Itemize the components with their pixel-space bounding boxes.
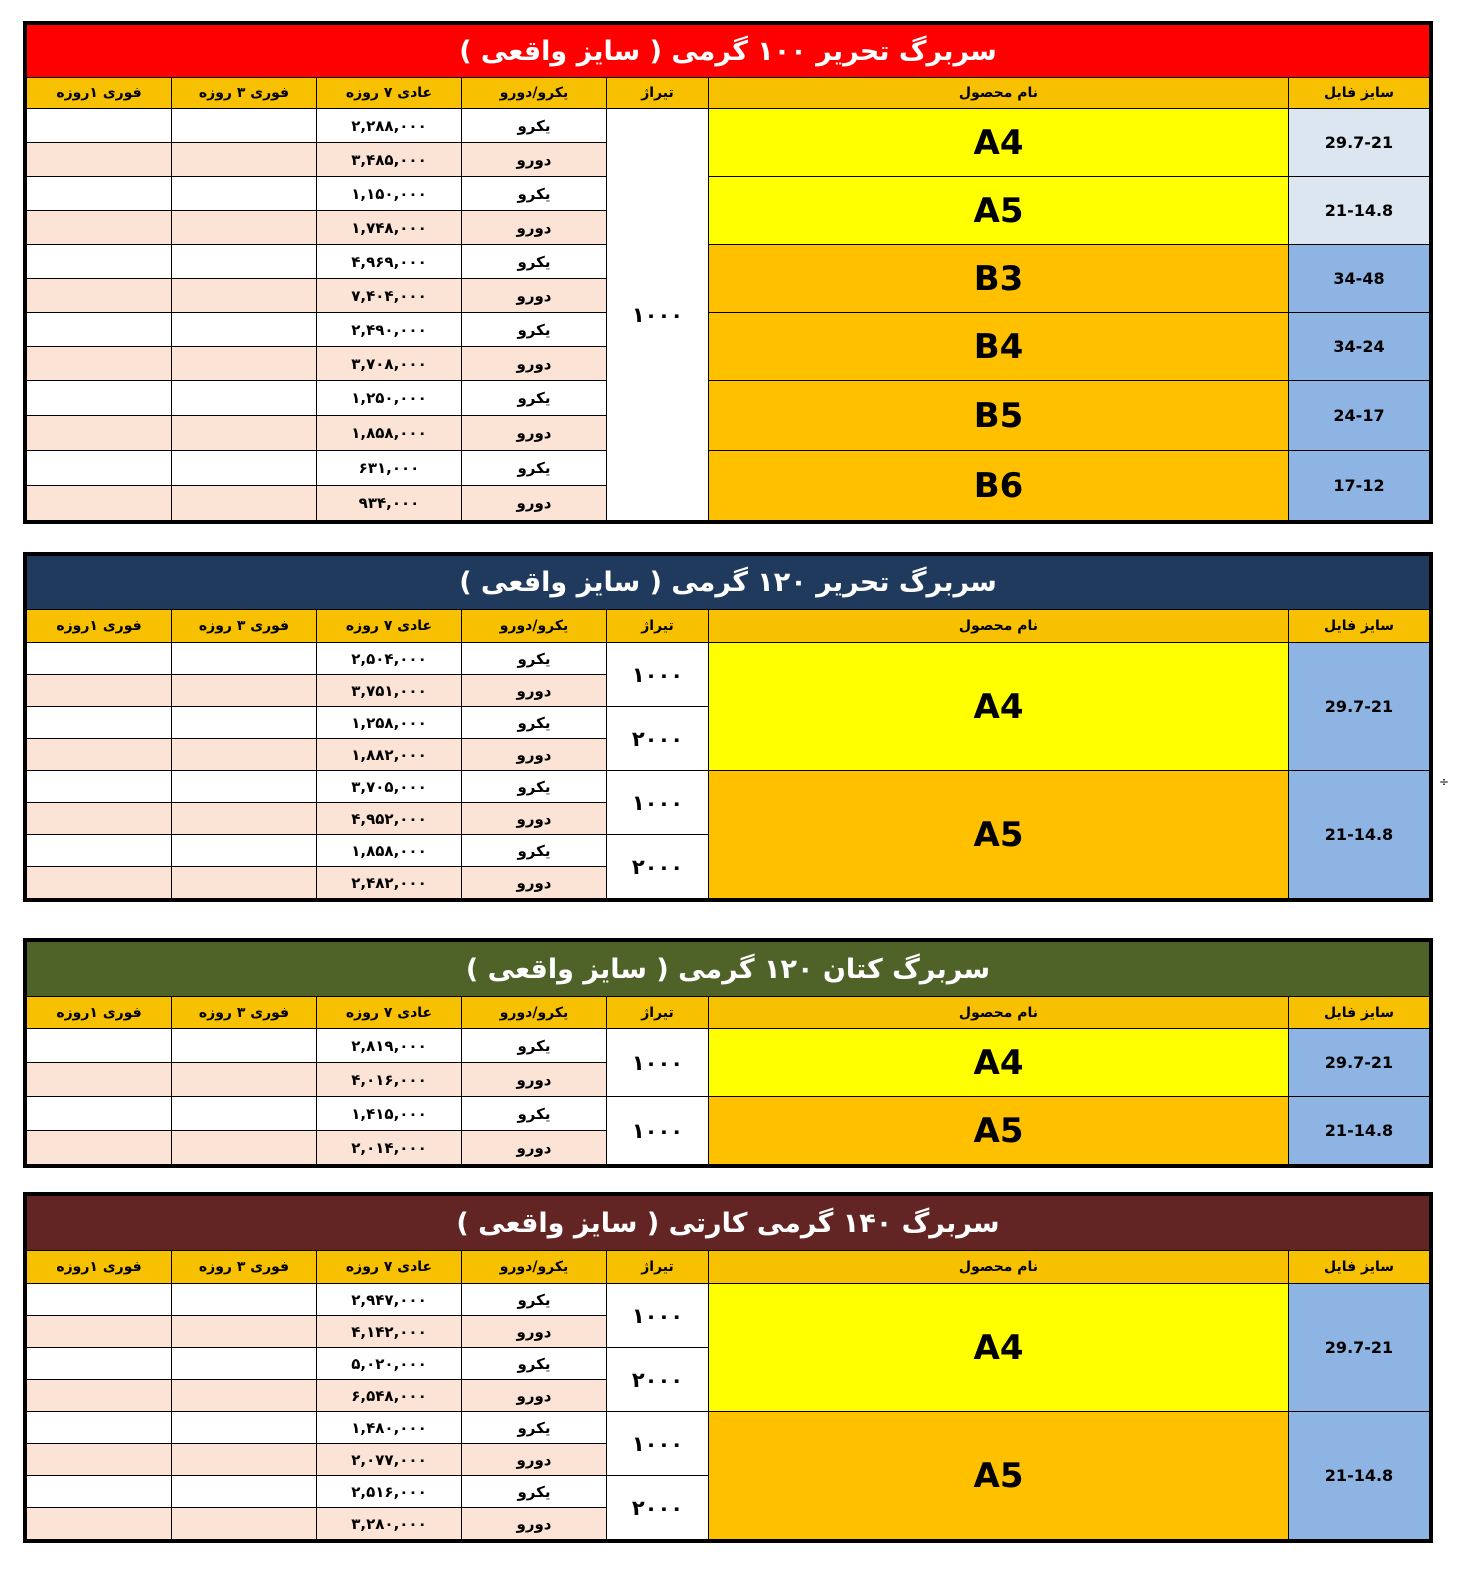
side-label: یکرو xyxy=(462,313,607,347)
price-cell xyxy=(172,1316,317,1348)
price-value: ۲,۲۸۸,۰۰۰ xyxy=(317,109,462,143)
price-cell xyxy=(172,771,317,803)
file-size: 21-14.8 xyxy=(1289,1097,1430,1165)
price-cell xyxy=(27,1380,172,1412)
price-table-karti-140 xyxy=(23,1192,1433,1543)
price-cell xyxy=(172,1348,317,1380)
side-label: دورو xyxy=(462,486,607,521)
price-cell xyxy=(172,211,317,245)
side-label: دورو xyxy=(462,347,607,381)
side-label: دورو xyxy=(462,279,607,313)
product-name: A5 xyxy=(709,1412,1289,1540)
price-value: ۲,۴۹۰,۰۰۰ xyxy=(317,313,462,347)
price-value: ۱,۱۵۰,۰۰۰ xyxy=(317,177,462,211)
price-value: ۱,۴۸۰,۰۰۰ xyxy=(317,1412,462,1444)
price-cell xyxy=(172,803,317,835)
price-cell xyxy=(27,109,172,143)
price-cell xyxy=(27,381,172,416)
price-value: ۳,۷۰۵,۰۰۰ xyxy=(317,771,462,803)
price-cell xyxy=(172,109,317,143)
side-label: یکرو xyxy=(462,707,607,739)
price-value: ۱,۲۵۰,۰۰۰ xyxy=(317,381,462,416)
side-label: دورو xyxy=(462,803,607,835)
price-cell xyxy=(172,1476,317,1508)
price-cell xyxy=(27,279,172,313)
price-cell xyxy=(27,1444,172,1476)
price-cell xyxy=(27,1348,172,1380)
side-label: دورو xyxy=(462,211,607,245)
price-cell xyxy=(172,739,317,771)
header-file-size: سایز فایل xyxy=(1289,997,1430,1029)
side-label: یکرو xyxy=(462,1284,607,1316)
product-name: A4 xyxy=(709,1029,1289,1097)
price-value: ۳,۷۵۱,۰۰۰ xyxy=(317,675,462,707)
file-size: 21-14.8 xyxy=(1289,771,1430,899)
qty-value: ۲۰۰۰ xyxy=(607,707,709,771)
side-label: یکرو xyxy=(462,835,607,867)
price-value: ۳,۷۰۸,۰۰۰ xyxy=(317,347,462,381)
file-size: 29.7-21 xyxy=(1289,1284,1430,1412)
stray-mark: ÷ xyxy=(1439,775,1450,789)
price-cell xyxy=(27,643,172,675)
header-file-size: سایز فایل xyxy=(1289,78,1430,109)
file-size: 21-14.8 xyxy=(1289,1412,1430,1540)
price-cell xyxy=(27,1508,172,1540)
side-label: یکرو xyxy=(462,1412,607,1444)
header-file-size: سایز فایل xyxy=(1289,610,1430,643)
header-fast-1day: فوری ۱روزه xyxy=(27,78,172,109)
section-title: سربرگ تحریر ۱۲۰ گرمی ( سایز واقعی ) xyxy=(27,556,1430,610)
header-normal-7day: عادی ۷ روزه xyxy=(317,1251,462,1284)
price-value: ۲,۹۴۷,۰۰۰ xyxy=(317,1284,462,1316)
price-cell xyxy=(172,1284,317,1316)
side-label: دورو xyxy=(462,416,607,451)
price-cell xyxy=(27,771,172,803)
header-product: نام محصول xyxy=(709,1251,1289,1284)
product-name: B5 xyxy=(709,381,1289,451)
qty-value: ۱۰۰۰ xyxy=(607,1412,709,1476)
price-value: ۲,۵۰۴,۰۰۰ xyxy=(317,643,462,675)
qty-value: ۱۰۰۰ xyxy=(607,1097,709,1165)
side-label: دورو xyxy=(462,1063,607,1097)
price-cell xyxy=(172,643,317,675)
price-cell xyxy=(27,1029,172,1063)
side-label: یکرو xyxy=(462,643,607,675)
price-cell xyxy=(27,867,172,899)
header-side: یکرو/دورو xyxy=(462,610,607,643)
header-fast-3day: فوری ۳ روزه xyxy=(172,610,317,643)
price-cell xyxy=(27,1131,172,1165)
price-cell xyxy=(172,143,317,177)
price-cell xyxy=(172,707,317,739)
file-size: 21-14.8 xyxy=(1289,177,1430,245)
section-title: سربرگ ۱۴۰ گرمی کارتی ( سایز واقعی ) xyxy=(27,1196,1430,1251)
price-value: ۲,۸۱۹,۰۰۰ xyxy=(317,1029,462,1063)
file-size: 29.7-21 xyxy=(1289,109,1430,177)
price-cell xyxy=(172,486,317,521)
price-cell xyxy=(27,211,172,245)
price-cell xyxy=(172,381,317,416)
price-value: ۴,۹۵۲,۰۰۰ xyxy=(317,803,462,835)
header-fast-1day: فوری ۱روزه xyxy=(27,997,172,1029)
price-cell xyxy=(172,416,317,451)
price-cell xyxy=(172,245,317,279)
price-cell xyxy=(172,177,317,211)
price-cell xyxy=(172,313,317,347)
header-fast-3day: فوری ۳ روزه xyxy=(172,78,317,109)
price-cell xyxy=(172,1131,317,1165)
header-normal-7day: عادی ۷ روزه xyxy=(317,78,462,109)
price-value: ۲,۰۱۴,۰۰۰ xyxy=(317,1131,462,1165)
product-name: A5 xyxy=(709,771,1289,899)
header-file-size: سایز فایل xyxy=(1289,1251,1430,1284)
price-cell xyxy=(27,675,172,707)
section-title: سربرگ تحریر ۱۰۰ گرمی ( سایز واقعی ) xyxy=(27,25,1430,78)
side-label: دورو xyxy=(462,867,607,899)
price-cell xyxy=(27,245,172,279)
price-cell xyxy=(172,1412,317,1444)
price-cell xyxy=(172,1063,317,1097)
price-table-tahrir-100 xyxy=(23,21,1433,524)
file-size: 29.7-21 xyxy=(1289,643,1430,771)
price-value: ۱,۸۵۸,۰۰۰ xyxy=(317,835,462,867)
price-cell xyxy=(172,451,317,486)
qty-value: ۲۰۰۰ xyxy=(607,835,709,899)
file-size: 24-17 xyxy=(1289,381,1430,451)
side-label: یکرو xyxy=(462,245,607,279)
price-value: ۶۳۱,۰۰۰ xyxy=(317,451,462,486)
side-label: دورو xyxy=(462,143,607,177)
product-name: A5 xyxy=(709,1097,1289,1165)
side-label: یکرو xyxy=(462,451,607,486)
section-title: سربرگ کتان ۱۲۰ گرمی ( سایز واقعی ) xyxy=(27,942,1430,997)
price-cell xyxy=(27,1412,172,1444)
side-label: یکرو xyxy=(462,177,607,211)
price-cell xyxy=(172,1380,317,1412)
price-cell xyxy=(27,1284,172,1316)
header-qty: تیراژ xyxy=(607,1251,709,1284)
price-cell xyxy=(27,347,172,381)
price-cell xyxy=(27,803,172,835)
price-value: ۱,۷۴۸,۰۰۰ xyxy=(317,211,462,245)
file-size: 17-12 xyxy=(1289,451,1430,521)
header-product: نام محصول xyxy=(709,610,1289,643)
qty-value: ۲۰۰۰ xyxy=(607,1348,709,1412)
price-value: ۱,۸۵۸,۰۰۰ xyxy=(317,416,462,451)
price-value: ۲,۰۷۷,۰۰۰ xyxy=(317,1444,462,1476)
price-value: ۴,۱۴۲,۰۰۰ xyxy=(317,1316,462,1348)
side-label: یکرو xyxy=(462,1476,607,1508)
price-table-tahrir-120 xyxy=(23,552,1433,902)
product-name: B3 xyxy=(709,245,1289,313)
side-label: دورو xyxy=(462,739,607,771)
side-label: دورو xyxy=(462,1380,607,1412)
price-cell xyxy=(27,143,172,177)
header-qty: تیراژ xyxy=(607,78,709,109)
product-name: A4 xyxy=(709,1284,1289,1412)
header-qty: تیراژ xyxy=(607,610,709,643)
price-value: ۱,۸۸۲,۰۰۰ xyxy=(317,739,462,771)
qty-value: ۱۰۰۰ xyxy=(607,1029,709,1097)
header-side: یکرو/دورو xyxy=(462,78,607,109)
header-fast-1day: فوری ۱روزه xyxy=(27,1251,172,1284)
side-label: دورو xyxy=(462,1508,607,1540)
side-label: یکرو xyxy=(462,381,607,416)
price-value: ۱,۲۵۸,۰۰۰ xyxy=(317,707,462,739)
product-name: A4 xyxy=(709,109,1289,177)
product-name: A5 xyxy=(709,177,1289,245)
qty-value: ۲۰۰۰ xyxy=(607,1476,709,1540)
header-product: نام محصول xyxy=(709,78,1289,109)
side-label: یکرو xyxy=(462,1348,607,1380)
price-cell xyxy=(27,739,172,771)
price-cell xyxy=(27,1476,172,1508)
side-label: دورو xyxy=(462,1131,607,1165)
side-label: یکرو xyxy=(462,771,607,803)
price-value: ۳,۴۸۵,۰۰۰ xyxy=(317,143,462,177)
side-label: یکرو xyxy=(462,109,607,143)
side-label: یکرو xyxy=(462,1029,607,1063)
price-cell xyxy=(27,1097,172,1131)
header-normal-7day: عادی ۷ روزه xyxy=(317,997,462,1029)
product-name: A4 xyxy=(709,643,1289,771)
price-cell xyxy=(27,451,172,486)
header-qty: تیراژ xyxy=(607,997,709,1029)
header-product: نام محصول xyxy=(709,997,1289,1029)
price-cell xyxy=(27,486,172,521)
header-fast-3day: فوری ۳ روزه xyxy=(172,997,317,1029)
price-cell xyxy=(172,347,317,381)
qty-value: ۱۰۰۰ xyxy=(607,1284,709,1348)
header-fast-3day: فوری ۳ روزه xyxy=(172,1251,317,1284)
price-cell xyxy=(27,1316,172,1348)
price-cell xyxy=(172,279,317,313)
price-cell xyxy=(172,675,317,707)
price-value: ۹۳۴,۰۰۰ xyxy=(317,486,462,521)
side-label: دورو xyxy=(462,1316,607,1348)
header-side: یکرو/دورو xyxy=(462,997,607,1029)
price-cell xyxy=(172,867,317,899)
qty-value: ۱۰۰۰ xyxy=(607,643,709,707)
product-name: B6 xyxy=(709,451,1289,521)
qty-value: ۱۰۰۰ xyxy=(607,771,709,835)
price-cell xyxy=(27,313,172,347)
file-size: 29.7-21 xyxy=(1289,1029,1430,1097)
price-value: ۳,۲۸۰,۰۰۰ xyxy=(317,1508,462,1540)
price-cell xyxy=(27,416,172,451)
file-size: 34-24 xyxy=(1289,313,1430,381)
file-size: 34-48 xyxy=(1289,245,1430,313)
price-value: ۷,۴۰۴,۰۰۰ xyxy=(317,279,462,313)
product-name: B4 xyxy=(709,313,1289,381)
header-fast-1day: فوری ۱روزه xyxy=(27,610,172,643)
header-side: یکرو/دورو xyxy=(462,1251,607,1284)
qty-value: ۱۰۰۰ xyxy=(607,109,709,521)
price-cell xyxy=(172,1097,317,1131)
price-cell xyxy=(172,1444,317,1476)
price-value: ۵,۰۲۰,۰۰۰ xyxy=(317,1348,462,1380)
price-value: ۴,۰۱۶,۰۰۰ xyxy=(317,1063,462,1097)
price-cell xyxy=(172,1508,317,1540)
price-cell xyxy=(27,1063,172,1097)
price-cell xyxy=(172,1029,317,1063)
price-value: ۴,۹۶۹,۰۰۰ xyxy=(317,245,462,279)
price-cell xyxy=(27,177,172,211)
side-label: دورو xyxy=(462,1444,607,1476)
header-normal-7day: عادی ۷ روزه xyxy=(317,610,462,643)
price-cell xyxy=(172,835,317,867)
price-value: ۲,۵۱۶,۰۰۰ xyxy=(317,1476,462,1508)
price-table-katan-120 xyxy=(23,938,1433,1168)
price-value: ۲,۴۸۲,۰۰۰ xyxy=(317,867,462,899)
price-cell xyxy=(27,835,172,867)
price-cell xyxy=(27,707,172,739)
price-value: ۱,۴۱۵,۰۰۰ xyxy=(317,1097,462,1131)
side-label: دورو xyxy=(462,675,607,707)
side-label: یکرو xyxy=(462,1097,607,1131)
price-value: ۶,۵۴۸,۰۰۰ xyxy=(317,1380,462,1412)
